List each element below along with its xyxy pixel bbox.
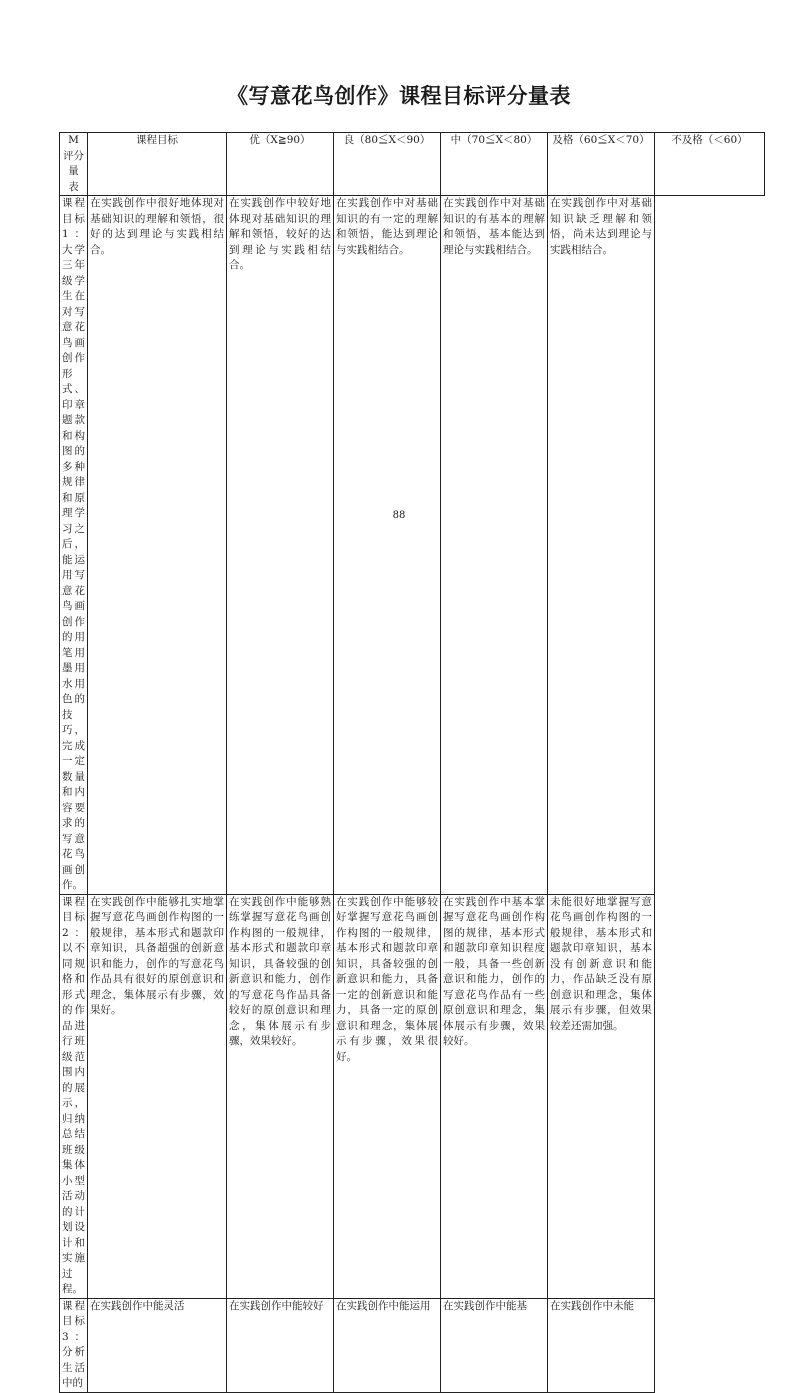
table-cell: 课程目标 3：分析生活中的 [60, 1298, 88, 1392]
rubric-table [59, 132, 765, 1393]
table-row [60, 196, 765, 895]
table-cell: 在实践创作中未能 [548, 1298, 655, 1392]
table-cell: 未能很好地掌握写意花鸟画创作构图的一般规律，基本形式和题款印章知识，基本没有创新意识和能力，作品缺乏没有原创意识和理念，集体展示有步骤，但效果较差还需加强。 [548, 894, 655, 1298]
page-title: 《写意花鸟创作》课程目标评分量表 [227, 83, 571, 108]
page-number: 88 [392, 510, 406, 521]
table-cell: 在实践创作中能灵活 [88, 1298, 227, 1392]
header-cell: 良（80≦X＜90） [334, 133, 441, 196]
header-cell: 优（X≧90） [227, 133, 334, 196]
header-cell: 课程目标 [88, 133, 227, 196]
table-cell: 在实践创作中能运用 [334, 1298, 441, 1392]
table-cell: 在实践创作中对基础知识缺乏理解和领悟，尚未达到理论与实践相结合。 [548, 196, 655, 895]
table-cell: 在实践创作中能够扎实地掌握写意花鸟画创作构图的一般规律，基本形式和题款印章知识，具备超强的创新意识和能力，创作的写意花鸟作品具有很好的原创意识和理念，集体展示有步骤，效果好。 [88, 894, 227, 1298]
table-row [60, 1298, 765, 1392]
table-cell: 在实践创作中基本掌握写意花鸟画创作构图的规律，基本形式和题款印章知识程度一般，具备一些创新意识和能力，创作的写意花鸟作品有一些原创意识和理念，集体展示有步骤，效果较好。 [441, 894, 548, 1298]
table-cell: 在实践创作中很好地体现对基础知识的理解和领悟，很好的达到理论与实践相结合。 [88, 196, 227, 895]
table-cell: 在实践创作中能基 [441, 1298, 548, 1392]
table-cell: 在实践创作中能够熟练掌握写意花鸟画创作构图的一般规律，基本形式和题款印章知识，具备较强的创新意识和能力，创作的写意花鸟作品具备较好的原创意识和理念，集体展示有步骤，效果较好。 [227, 894, 334, 1298]
table-cell: 在实践创作中对基础知识的有一定的理解和领悟，能达到理论与实践相结合。 [334, 196, 441, 895]
table-row [60, 894, 765, 1298]
header-row [60, 133, 765, 196]
side-label: M 评分量 表 [60, 133, 88, 196]
table-cell: 课程目标 1：大学三年级学生在对写意花鸟画创作形式、印章题款和构图的多种规律和原理学习之后，能运用写意花鸟画创作的用笔用墨用水用色的技巧，完成一定数量和内容要求的写意花鸟画创作。 [60, 196, 88, 895]
header-cell: 及格（60≦X＜70） [548, 133, 655, 196]
table-cell: 在实践创作中能够较好掌握写意花鸟画创作构图的一般规律，基本形式和题款印章知识，具备较强的创新意识和能力，具备一定的创新意识和能力，具备一定的原创意识和理念，集体展示有步骤，效果很好。 [334, 894, 441, 1298]
header-cell: 中（70≦X＜80） [441, 133, 548, 196]
header-cell: 不及格（＜60） [655, 133, 765, 196]
table-cell: 在实践创作中能较好 [227, 1298, 334, 1392]
table-cell: 在实践创作中对基础知识的有基本的理解和领悟，基本能达到理论与实践相结合。 [441, 196, 548, 895]
table-cell: 课程目标 2：以不同规格和形式的作品进行班级范围内的展示，归纳总结班级集体小型活动的计划设计和实施过程。 [60, 894, 88, 1298]
table-cell: 在实践创作中较好地体现对基础知识的理解和领悟，较好的达到理论与实践相结合。 [227, 196, 334, 895]
